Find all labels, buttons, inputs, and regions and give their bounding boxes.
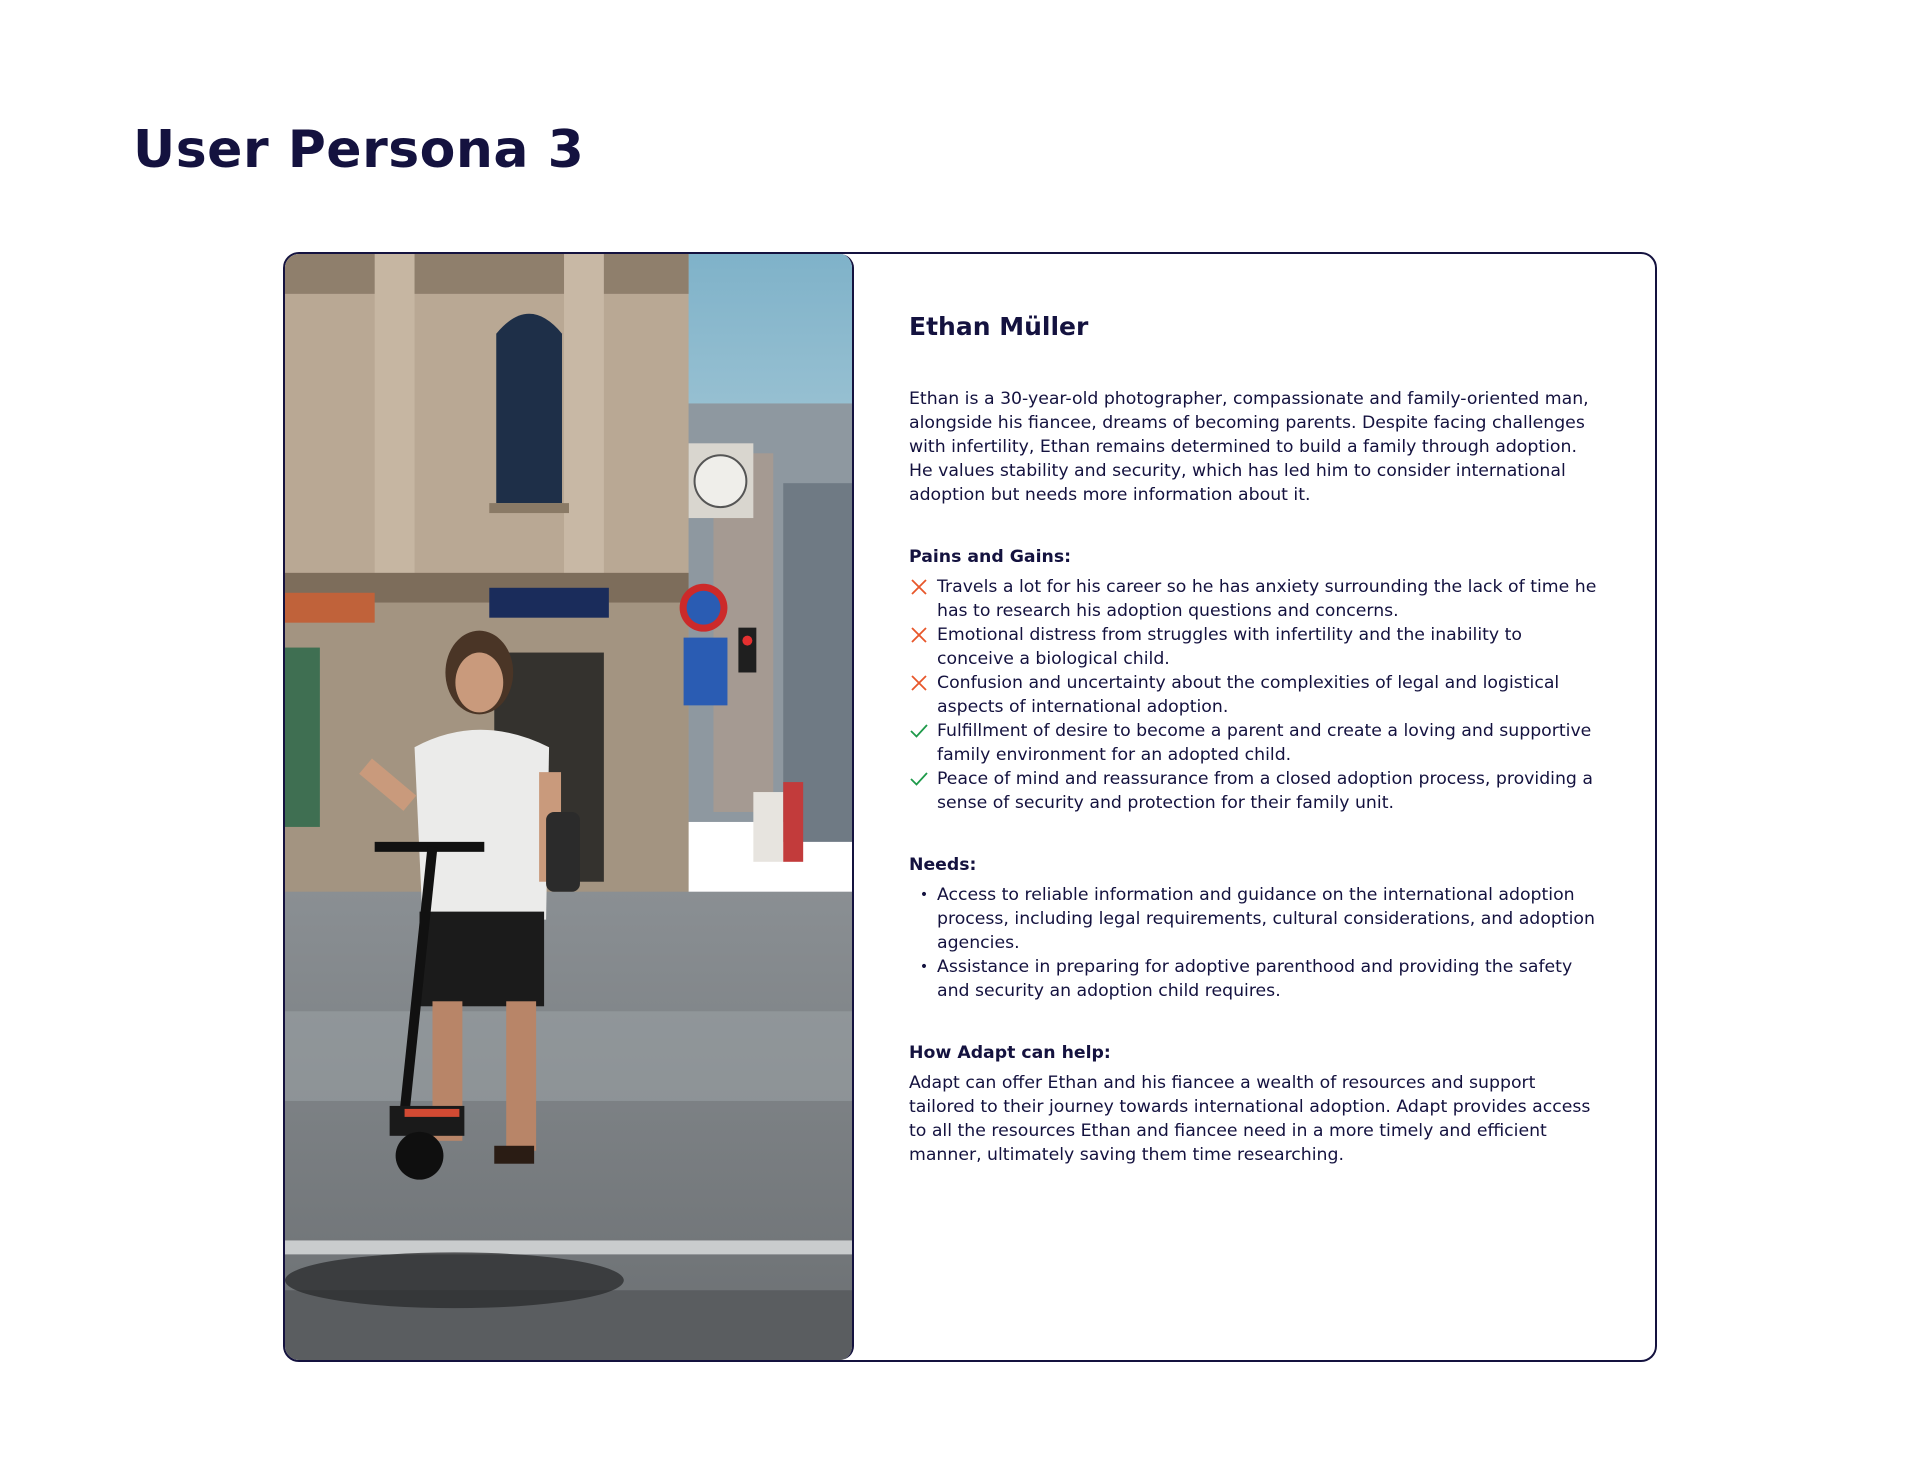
check-icon (909, 719, 937, 743)
gain-text: Fulfillment of desire to become a parent and create a loving and supportive family environment for an adopted child. (937, 721, 1592, 765)
persona-name: Ethan Müller (909, 312, 1089, 341)
page-title: User Persona 3 (133, 120, 585, 180)
cross-icon (909, 671, 937, 695)
pains-gains-list (909, 575, 1599, 815)
pain-text: Travels a lot for his career so he has anxiety surrounding the lack of time he has to research his adoption questions and concerns. (937, 577, 1597, 621)
bullet-icon: • (919, 959, 929, 975)
persona-card (283, 252, 1657, 1362)
cross-icon (909, 575, 937, 599)
pain-text: Emotional distress from struggles with infertility and the inability to conceive a biological child. (937, 625, 1522, 669)
pain-item (909, 671, 1599, 719)
cross-icon (909, 623, 937, 647)
pain-text: Confusion and uncertainty about the complexities of legal and logistical aspects of international adoption. (937, 673, 1560, 717)
gain-text: Peace of mind and reassurance from a closed adoption process, providing a sense of security and protection for their family unit. (937, 769, 1593, 813)
needs-list (909, 883, 1599, 1003)
pain-item (909, 623, 1599, 671)
bullet-icon: • (919, 887, 929, 903)
needs-section (909, 853, 1599, 1003)
needs-item (909, 955, 1599, 1003)
persona-bio: Ethan is a 30-year-old photographer, compassionate and family-oriented man, alongside his fiancee, dreams of becoming parents. Despite facing challenges with infertility, Ethan remains determined to build a family through adoption. He values stability and security, which has led him to consider international adoption but needs more information about it. (909, 389, 1589, 505)
persona-photo-image (285, 254, 852, 1360)
needs-text: Access to reliable information and guidance on the international adoption process, including legal requirements, cultural considerations, and adoption agencies. (937, 885, 1595, 953)
pains-gains-heading: Pains and Gains: (909, 547, 1072, 567)
pain-item (909, 575, 1599, 623)
gain-item (909, 767, 1599, 815)
gain-item (909, 719, 1599, 767)
help-text: Adapt can offer Ethan and his fiancee a wealth of resources and support tailored to their journey towards international adoption. Adapt provides access to all the resources Ethan and fiancee need in a more timely and efficient manner, ultimately saving them time researching. (909, 1073, 1591, 1165)
pains-gains-section (909, 545, 1599, 815)
needs-heading: Needs: (909, 855, 977, 875)
help-heading: How Adapt can help: (909, 1043, 1111, 1063)
persona-details (909, 312, 1599, 1205)
help-section (909, 1041, 1599, 1167)
check-icon (909, 767, 937, 791)
persona-photo (285, 254, 854, 1360)
needs-item (909, 883, 1599, 955)
needs-text: Assistance in preparing for adoptive parenthood and providing the safety and security an adoption child requires. (937, 957, 1573, 1001)
